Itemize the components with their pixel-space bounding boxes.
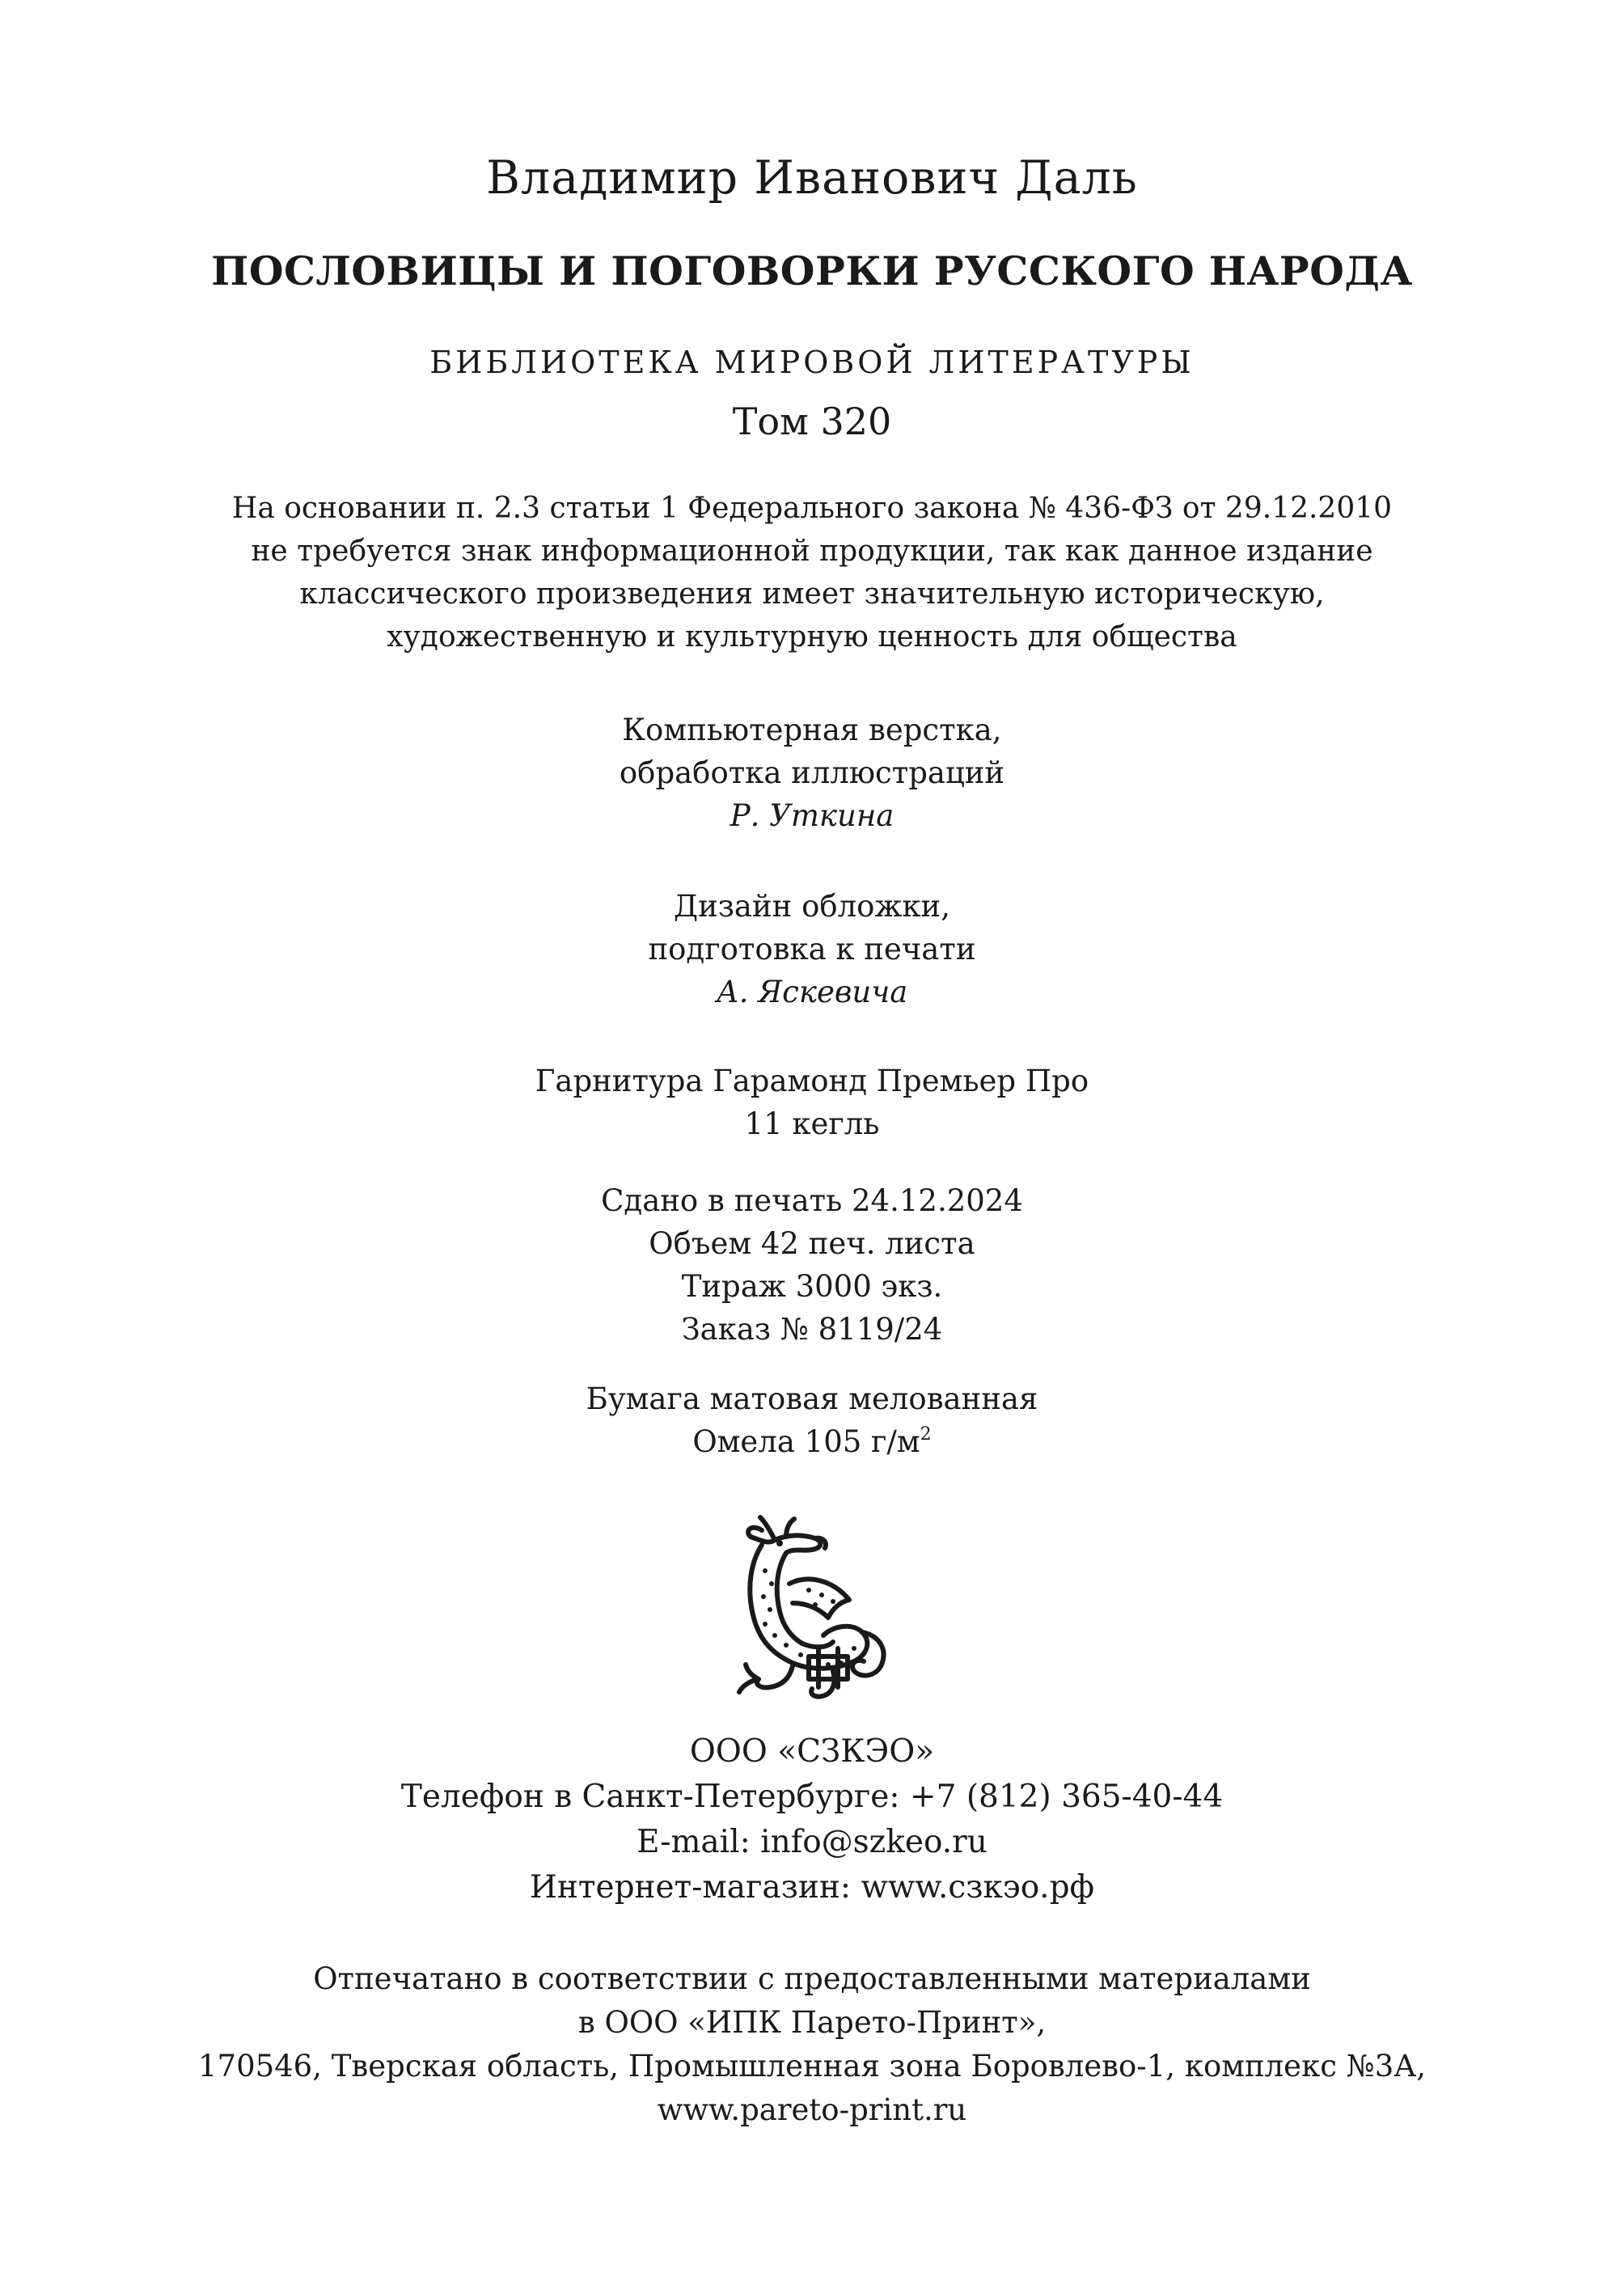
publisher-name: ООО «СЗКЭО» bbox=[689, 1733, 935, 1770]
paper-type: Бумага матовая мелованная bbox=[586, 1381, 1038, 1416]
paper-grade: Омела 105 г/м bbox=[692, 1424, 920, 1459]
series-line: БИБЛИОТЕКА МИРОВОЙ ЛИТЕРАТУРЫ bbox=[429, 345, 1195, 380]
cover-role-line-1: Дизайн обложки, bbox=[674, 889, 950, 924]
cover-credit-name: А. Яскевича bbox=[716, 975, 908, 1009]
legal-line-2: не требуется знак информационной продукции, так как данное издание bbox=[251, 535, 1373, 568]
layout-credit bbox=[0, 709, 1624, 837]
print-info bbox=[0, 1179, 1624, 1351]
print-submitted: Сдано в печать 24.12.2024 bbox=[601, 1183, 1023, 1218]
legal-line-1: На основании п. 2.3 статьи 1 Федерального закона № 436-ФЗ от 29.12.2010 bbox=[231, 492, 1393, 525]
series-name bbox=[0, 340, 1624, 385]
legal-line-4: художественную и культурную ценность для общества bbox=[387, 620, 1237, 654]
paper-grade-line bbox=[0, 1420, 1624, 1463]
printer-line-4: www.pareto-print.ru bbox=[657, 2092, 967, 2127]
book-title bbox=[0, 243, 1624, 299]
print-run: Тираж 3000 экз. bbox=[681, 1269, 943, 1304]
printer-line-2: в ООО «ИПК Парето-Принт», bbox=[577, 2005, 1047, 2040]
publisher-info bbox=[0, 1729, 1624, 1910]
publisher-dragon-logo-icon bbox=[712, 1506, 914, 1708]
legal-notice bbox=[0, 487, 1624, 658]
print-order: Заказ № 8119/24 bbox=[681, 1312, 943, 1347]
volume-number bbox=[0, 395, 1624, 448]
paper-grade-superscript: 2 bbox=[920, 1424, 932, 1445]
layout-role-line-2: обработка иллюстраций bbox=[619, 755, 1005, 790]
publisher-email: E-mail: info@szkeo.ru bbox=[636, 1824, 988, 1860]
typography-info bbox=[0, 1060, 1624, 1145]
font-size: 11 кегль bbox=[744, 1106, 880, 1141]
volume-line: Том 320 bbox=[732, 400, 892, 443]
publisher-shop: Интернет-магазин: www.сзкэо.рф bbox=[529, 1869, 1095, 1906]
publisher-phone: Телефон в Санкт-Петербурге: +7 (812) 365-40-44 bbox=[400, 1779, 1224, 1815]
layout-credit-name: Р. Уткина bbox=[730, 798, 894, 833]
printer-info bbox=[0, 1957, 1624, 2132]
paper-info bbox=[0, 1377, 1624, 1463]
font-name: Гарнитура Гарамонд Премьер Про bbox=[535, 1064, 1089, 1098]
author-line: Владимир Иванович Даль bbox=[486, 151, 1138, 205]
layout-role-line-1: Компьютерная верстка, bbox=[622, 713, 1002, 747]
print-volume: Объем 42 печ. листа bbox=[649, 1226, 975, 1261]
legal-line-3: классического произведения имеет значительную историческую, bbox=[299, 577, 1325, 611]
title-line: ПОСЛОВИЦЫ И ПОГОВОРКИ РУССКОГО НАРОДА bbox=[211, 247, 1413, 294]
author-name bbox=[0, 146, 1624, 210]
cover-credit bbox=[0, 885, 1624, 1013]
printer-line-1: Отпечатано в соответствии с предоставленными материалами bbox=[313, 1961, 1311, 1996]
cover-role-line-2: подготовка к печати bbox=[648, 932, 976, 967]
printer-line-3: 170546, Тверская область, Промышленная зона Боровлево-1, комплекс №3А, bbox=[197, 2049, 1427, 2084]
